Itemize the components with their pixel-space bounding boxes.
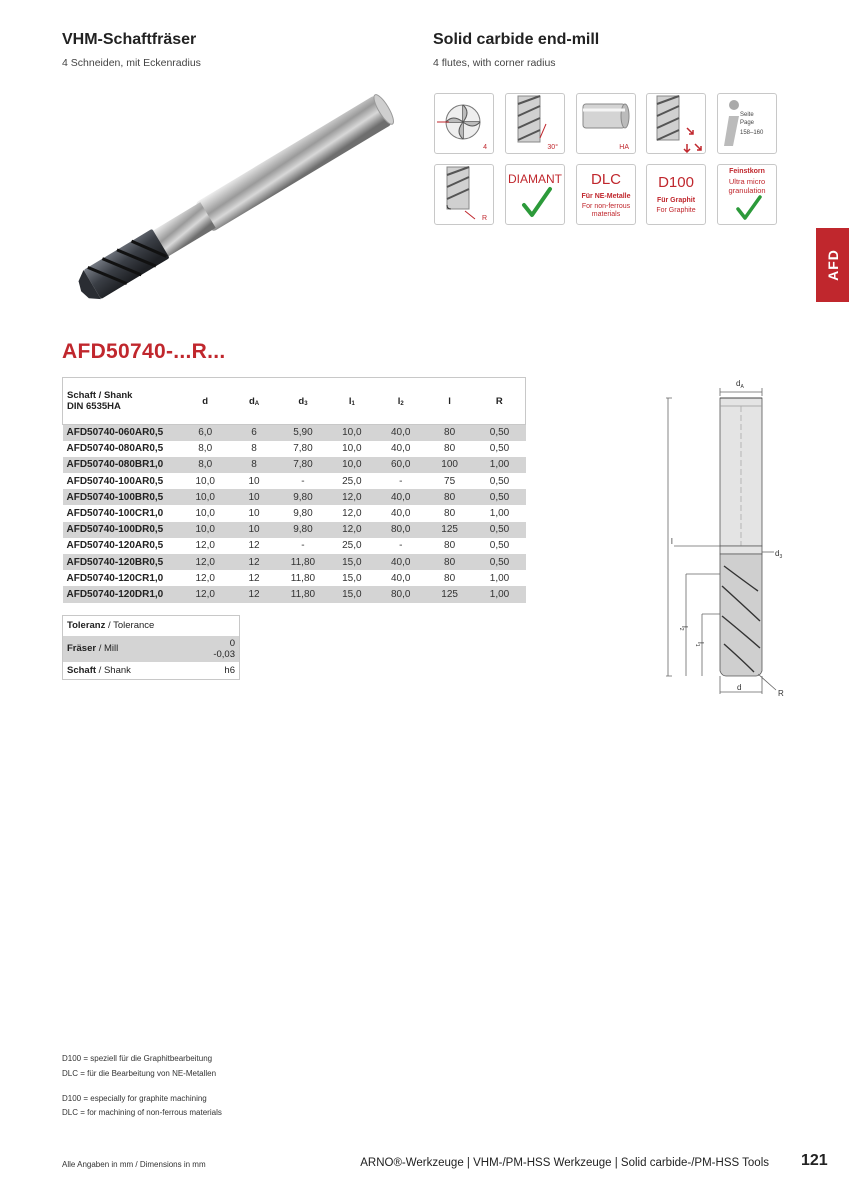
- table-row: AFD50740-080AR0,5 8,0 8 7,80 10,0 40,0 80 0,50: [66, 443, 510, 455]
- table-row: AFD50740-080BR1,0 8,0 8 7,80 10,0 60,0 100 1,00: [63, 457, 526, 473]
- footer-brand-line: ARNO®-Werkzeuge | VHM-/PM-HSS Werkzeuge | Solid carbide-/PM-HSS Tools: [360, 1157, 769, 1169]
- svg-text:d: d: [737, 683, 742, 692]
- feinstkorn-icon: Feinstkorn Ultra micro granulation: [717, 164, 777, 225]
- info-page-icon: Seite Page 158–160: [717, 93, 777, 154]
- corner-radius-icon: R: [434, 164, 494, 225]
- footer-dimensions-note: Alle Angaben in mm / Dimensions in mm: [62, 1160, 206, 1169]
- helix-angle-icon: 30°: [505, 93, 565, 154]
- page-number: 121: [801, 1152, 828, 1169]
- shank-ha-icon: HA: [576, 93, 636, 154]
- note-d100-de: D100 = speziell für die Graphitbearbeitung: [62, 1054, 213, 1063]
- table-row: AFD50740-120DR1,0 12,0 12 11,80 15,0 80,0 125 1,00: [63, 586, 526, 602]
- tolerance-table: Toleranz / Tolerance Fräser / Mill 0 -0,03 Schaft / Shank h6: [62, 615, 240, 680]
- coolant-icon: [646, 93, 706, 154]
- series-title: AFD50740-...R...: [62, 340, 226, 363]
- title-de: VHM-Schaftfräser: [62, 31, 197, 48]
- table-row: AFD50740-120BR0,5 12,0 12 11,80 15,0 40,0 80 0,50: [63, 554, 526, 570]
- table-row: AFD50740-120CR1,0 12,0 12 11,80 15,0 40,0 80 1,00: [66, 572, 510, 584]
- d100-coating-icon: D100 Für Graphit For Graphite: [646, 164, 706, 225]
- section-tab: AFD: [816, 228, 849, 302]
- subtitle-en: 4 flutes, with corner radius: [433, 57, 556, 69]
- table-header-row: Schaft / Shank DIN 6535HA d $d_A$ $d_3$ $l_1$ $l_2$ l R: [63, 378, 526, 425]
- table-row: AFD50740-100CR1,0 10,0 10 9,80 12,0 40,0 80 1,00: [66, 508, 510, 520]
- table-row: AFD50740-100AR0,5 10,0 10 - 25,0 - 75 0,50: [66, 475, 510, 487]
- svg-text:l: l: [671, 537, 673, 546]
- subtitle-de: 4 Schneiden, mit Eckenradius: [62, 57, 201, 69]
- table-row: AFD50740-060AR0,5 6,0 6 5,90 10,0 40,0 80 0,50: [63, 425, 526, 441]
- diamant-coating-icon: DIAMANT: [505, 164, 565, 225]
- svg-text:d3: $d_3$: [775, 549, 783, 560]
- dlc-coating-icon: DLC Für NE-Metalle For non-ferrous materials: [576, 164, 636, 225]
- end-mill-photo: [62, 82, 414, 312]
- title-en: Solid carbide end-mill: [433, 31, 600, 48]
- note-dlc-de: DLC = für die Bearbeitung von NE-Metallen: [62, 1069, 217, 1078]
- svg-text:dA: $d_A$: [736, 379, 744, 390]
- table-row: AFD50740-120AR0,5 12,0 12 - 25,0 - 80 0,50: [66, 540, 510, 552]
- note-dlc-en: DLC = for machining of non-ferrous materials: [62, 1108, 222, 1117]
- flutes-icon: 4: [434, 93, 494, 154]
- check-icon: [738, 197, 760, 218]
- svg-text:l2: $l_2$: [678, 626, 689, 631]
- svg-text:R: R: [778, 689, 784, 698]
- table-row: AFD50740-100DR0,5 10,0 10 9,80 12,0 80,0 125 0,50: [63, 522, 526, 538]
- check-icon: [524, 189, 550, 215]
- svg-text:l1: $l_1$: [694, 642, 705, 647]
- technical-drawing: [664, 376, 794, 701]
- note-d100-en: D100 = especially for graphite machining: [62, 1094, 207, 1103]
- table-row: AFD50740-100BR0,5 10,0 10 9,80 12,0 40,0 80 0,50: [63, 489, 526, 505]
- dimension-table: [62, 377, 526, 603]
